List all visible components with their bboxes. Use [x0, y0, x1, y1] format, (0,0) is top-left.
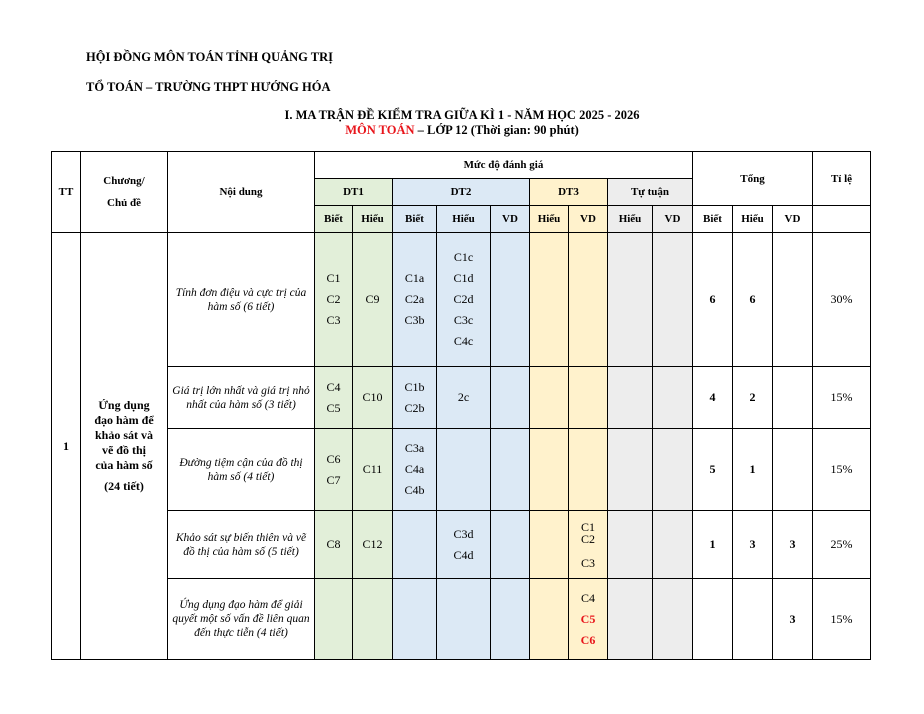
subject-name: MÔN TOÁN [345, 123, 415, 137]
essay-vd-cell [653, 429, 693, 511]
dt2-vd-cell [491, 367, 530, 429]
dt1-biet-cell: C4 C5 [315, 367, 353, 429]
content-cell: Giá trị lớn nhất và giá trị nhỏ nhất của hàm số (3 tiết) [168, 367, 315, 429]
table-row [52, 233, 871, 367]
ratio-cell: 30% [813, 233, 871, 367]
content-cell: Tính đơn điệu và cực trị của hàm số (6 tiết) [168, 233, 315, 367]
dt2-biet-cell: C3a C4a C4b [393, 429, 437, 511]
dt1-biet-header: Biết [315, 206, 353, 233]
content-cell: Đường tiệm cận của đồ thị hàm số (4 tiết) [168, 429, 315, 511]
matrix-subtitle [0, 123, 924, 138]
matrix-title: I. MA TRẬN ĐỀ KIỂM TRA GIỮA KÌ 1 - NĂM HỌC 2025 - 2026 [284, 108, 640, 122]
total-vd-header: VD [773, 206, 813, 233]
dt1-header: DT1 [315, 179, 393, 206]
dt2-vd-header: VD [491, 206, 530, 233]
essay-header: Tự tuận [608, 179, 693, 206]
dt2-biet-header: Biết [393, 206, 437, 233]
essay-hieu-header: Hiểu [608, 206, 653, 233]
total-vd-cell: 3 [773, 579, 813, 660]
school-header: TỔ TOÁN – TRƯỜNG THPT HƯỚNG HÓA [86, 80, 331, 94]
dt3-vd-cell [569, 233, 608, 367]
dt3-vd-cell [569, 367, 608, 429]
total-header: Tổng [693, 152, 813, 206]
dt1-biet-cell [315, 579, 353, 660]
dt1-biet-cell: C6 C7 [315, 429, 353, 511]
total-biet-cell: 6 [693, 233, 733, 367]
total-hieu-cell: 6 [733, 233, 773, 367]
dt2-biet-cell: C1b C2b [393, 367, 437, 429]
total-vd-cell [773, 429, 813, 511]
dt2-hieu-cell: 2c [437, 367, 491, 429]
dt2-biet-cell [393, 511, 437, 579]
table-row [52, 511, 871, 579]
content-cell: Ứng dụng đạo hàm để giải quyết một số vấn đề liên quan đến thực tiễn (4 tiết) [168, 579, 315, 660]
chapter-header: Chương/ Chủ đề [81, 152, 168, 233]
essay-hieu-cell [608, 367, 653, 429]
dt2-header: DT2 [393, 179, 530, 206]
total-hieu-header: Hiểu [733, 206, 773, 233]
total-hieu-cell: 3 [733, 511, 773, 579]
table-row [52, 367, 871, 429]
chapter-index: 1 [52, 233, 81, 660]
ratio-cell: 15% [813, 429, 871, 511]
dt1-hieu-cell: C9 [353, 233, 393, 367]
total-biet-cell: 5 [693, 429, 733, 511]
dt1-hieu-cell: C11 [353, 429, 393, 511]
total-hieu-cell: 1 [733, 429, 773, 511]
dt2-hieu-cell [437, 429, 491, 511]
dt3-vd-header: VD [569, 206, 608, 233]
dt2-hieu-cell: C3d C4d [437, 511, 491, 579]
dt2-vd-cell [491, 579, 530, 660]
dt3-hieu-cell [530, 429, 569, 511]
dt3-vd-cell [569, 429, 608, 511]
assessment-matrix-table [51, 151, 871, 660]
dt3-hieu-cell [530, 367, 569, 429]
ratio-subheader [813, 206, 871, 233]
dt2-vd-cell [491, 511, 530, 579]
class-duration: – LỚP 12 (Thời gian: 90 phút) [414, 123, 579, 137]
total-biet-cell: 1 [693, 511, 733, 579]
total-vd-cell: 3 [773, 511, 813, 579]
essay-vd-cell [653, 579, 693, 660]
total-hieu-cell [733, 579, 773, 660]
essay-hieu-cell [608, 233, 653, 367]
table-row [52, 429, 871, 511]
dt3-hieu-cell [530, 579, 569, 660]
dt1-hieu-cell [353, 579, 393, 660]
dt3-hieu-header: Hiểu [530, 206, 569, 233]
dt1-biet-cell: C8 [315, 511, 353, 579]
dt2-vd-cell [491, 233, 530, 367]
dt3-vd-cell: C4 C5 C6 [569, 579, 608, 660]
dt2-hieu-cell [437, 579, 491, 660]
dt2-biet-cell: C1a C2a C3b [393, 233, 437, 367]
content-header: Nội dung [168, 152, 315, 233]
dt3-hieu-cell [530, 511, 569, 579]
essay-vd-cell [653, 367, 693, 429]
tt-header: TT [52, 152, 81, 233]
essay-vd-header: VD [653, 206, 693, 233]
essay-vd-cell [653, 233, 693, 367]
ratio-header: Tỉ lệ [813, 152, 871, 206]
total-biet-header: Biết [693, 206, 733, 233]
total-biet-cell: 4 [693, 367, 733, 429]
dt2-hieu-cell: C1c C1d C2d C3c C4c [437, 233, 491, 367]
table-row [52, 579, 871, 660]
dt2-vd-cell [491, 429, 530, 511]
essay-vd-cell [653, 511, 693, 579]
dt3-vd-cell: C1 C2 C3 [569, 511, 608, 579]
essay-hieu-cell [608, 429, 653, 511]
chapter-name: Ứng dụng đạo hàm để khảo sát và vẽ đồ thị của hàm số (24 tiết) [81, 233, 168, 660]
dt3-hieu-cell [530, 233, 569, 367]
total-hieu-cell: 2 [733, 367, 773, 429]
council-header: HỘI ĐỒNG MÔN TOÁN TỈNH QUẢNG TRỊ [86, 50, 334, 64]
total-vd-cell [773, 367, 813, 429]
ratio-cell: 25% [813, 511, 871, 579]
ratio-cell: 15% [813, 367, 871, 429]
essay-hieu-cell [608, 511, 653, 579]
assessment-level-header: Mức độ đánh giá [315, 152, 693, 179]
dt1-hieu-header: Hiểu [353, 206, 393, 233]
dt1-hieu-cell: C12 [353, 511, 393, 579]
dt2-hieu-header: Hiểu [437, 206, 491, 233]
content-cell: Khảo sát sự biến thiên và vẽ đồ thị của hàm số (5 tiết) [168, 511, 315, 579]
dt2-biet-cell [393, 579, 437, 660]
total-biet-cell [693, 579, 733, 660]
dt1-hieu-cell: C10 [353, 367, 393, 429]
essay-hieu-cell [608, 579, 653, 660]
total-vd-cell [773, 233, 813, 367]
dt3-header: DT3 [530, 179, 608, 206]
dt1-biet-cell: C1 C2 C3 [315, 233, 353, 367]
ratio-cell: 15% [813, 579, 871, 660]
